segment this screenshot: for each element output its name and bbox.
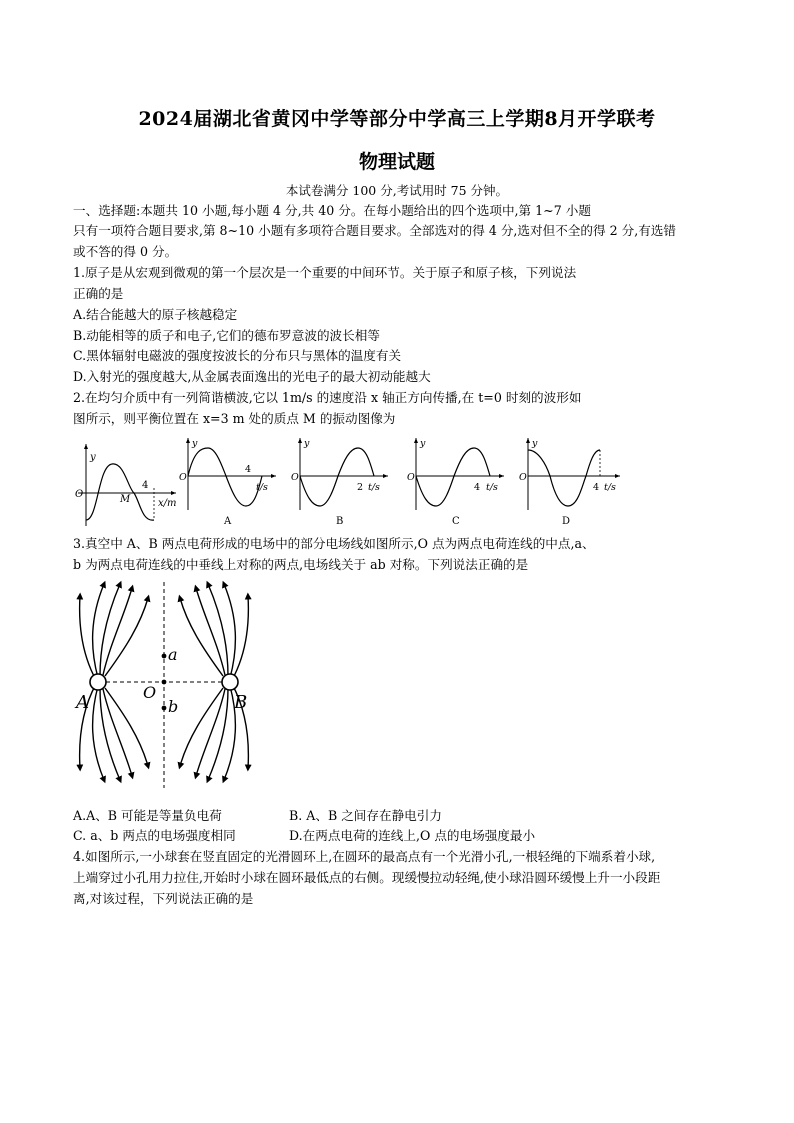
q4-stem-2: 上端穿过小孔用力拉住,开始时小球在圆环最低点的右侧。现缓慢拉动轻绳,使小球沿圆环缓慢上升一小段距 (73, 870, 661, 885)
q1-option-d: D.入射光的强度越大,从金属表面逸出的光电子的最大初动能越大 (73, 369, 431, 384)
wave-m-label: M (120, 494, 131, 505)
q4-stem-3: 离,对该过程，下列说法正确的是 (73, 891, 254, 906)
graph-b-y-label: y (304, 438, 310, 449)
q2-stem-1: 2.在均匀介质中有一列简谐横波,它以 1m/s 的速度沿 x 轴正方向传播,在 t=0 时刻的波形如 (73, 390, 582, 405)
graph-b-origin: O (291, 472, 299, 483)
q2-stem-2: 图所示，则平衡位置在 x=3 m 处的质点 M 的振动图像为 (73, 411, 396, 426)
point-b-label: b (168, 697, 179, 716)
graph-a-option-label: A (224, 516, 232, 527)
graph-b-t-label: t/s (368, 482, 380, 493)
q4-stem-1: 4.如图所示,一小球套在竖直固定的光滑圆环上,在圆环的最高点有一个光滑小孔,一根轻绳的下端系着小球, (73, 849, 656, 864)
graph-d-origin: O (519, 472, 527, 483)
instructions-line-1: 一、选择题:本题共 10 小题,每小题 4 分,共 40 分。在每小题给出的四个选项中,第 1~7 小题 (73, 203, 591, 218)
point-o-label: O (143, 683, 157, 702)
instructions-line-3: 或不答的得 0 分。 (73, 244, 178, 259)
graph-d-y-label: y (532, 438, 538, 449)
q3-stem-2: b 为两点电荷连线的中垂线上对称的两点,电场线关于 ab 对称。下列说法正确的是 (73, 557, 529, 572)
wave-tick-4: 4 (142, 480, 149, 491)
graph-a-tick: 4 (245, 464, 252, 475)
graph-b-tick: 2 (357, 482, 364, 493)
q1-option-b: B.动能相等的质子和电子,它们的德布罗意波的波长相等 (73, 328, 380, 343)
q1-option-a: A.结合能越大的原子核越稳定 (73, 307, 238, 322)
q2-graph-b (288, 436, 392, 532)
instructions-line-2: 只有一项符合题目要求,第 8~10 小题有多项符合题目要求。全部选对的得 4 分,选对但不全的得 2 分,有选错 (73, 223, 676, 238)
graph-c-t-label: t/s (486, 482, 498, 493)
q3-option-c: C. a、b 两点的电场强度相同 (73, 828, 236, 843)
wave-origin-label: O (75, 489, 84, 500)
q3-field-figure (70, 578, 260, 796)
q3-option-b: B. A、B 之间存在静电引力 (289, 808, 442, 823)
graph-c-origin: O (407, 472, 415, 483)
q1-stem-2: 正确的是 (73, 286, 124, 301)
exam-title: 2024届湖北省黄冈中学等部分中学高三上学期8月开学联考 (138, 108, 656, 130)
point-a-label: a (168, 645, 178, 664)
q1-stem-1: 1.原子是从宏观到微观的第一个层次是一个重要的中间环节。关于原子和原子核，下列说法 (73, 265, 577, 280)
charge-a-label: A (76, 692, 89, 713)
q2-graph-a (176, 436, 280, 532)
wave-x-label: x/m (158, 498, 177, 509)
q3-option-d: D.在两点电荷的连线上,O 点的电场强度最小 (289, 828, 536, 843)
q2-graph-c (404, 436, 508, 532)
graph-a-t-label: t/s (256, 482, 268, 493)
charge-a (90, 674, 106, 690)
q2-graph-d (516, 436, 626, 532)
exam-subject: 物理试题 (358, 151, 435, 173)
graph-d-option-label: D (562, 516, 571, 527)
exam-note: 本试卷满分 100 分,考试用时 75 分钟。 (285, 183, 509, 198)
graph-d-t-label: t/s (604, 482, 616, 493)
q1-option-c: C.黑体辐射电磁波的强度按波长的分布只与黑体的温度有关 (73, 348, 402, 363)
graph-a-y-label: y (192, 438, 198, 449)
q2-wave-figure (72, 440, 182, 534)
graph-d-tick: 4 (593, 482, 600, 493)
wave-y-label: y (90, 452, 96, 463)
q3-stem-1: 3.真空中 A、B 两点电荷形成的电场中的部分电场线如图所示,O 点为两点电荷连线的中点,a、 (73, 536, 595, 551)
charge-b (222, 674, 238, 690)
graph-c-tick: 4 (474, 482, 481, 493)
graph-c-y-label: y (420, 438, 426, 449)
charge-b-label: B (234, 692, 248, 713)
graph-b-option-label: B (336, 516, 344, 527)
graph-c-option-label: C (452, 516, 460, 527)
q3-option-a: A.A、B 可能是等量负电荷 (73, 808, 222, 823)
graph-a-origin: O (179, 472, 187, 483)
